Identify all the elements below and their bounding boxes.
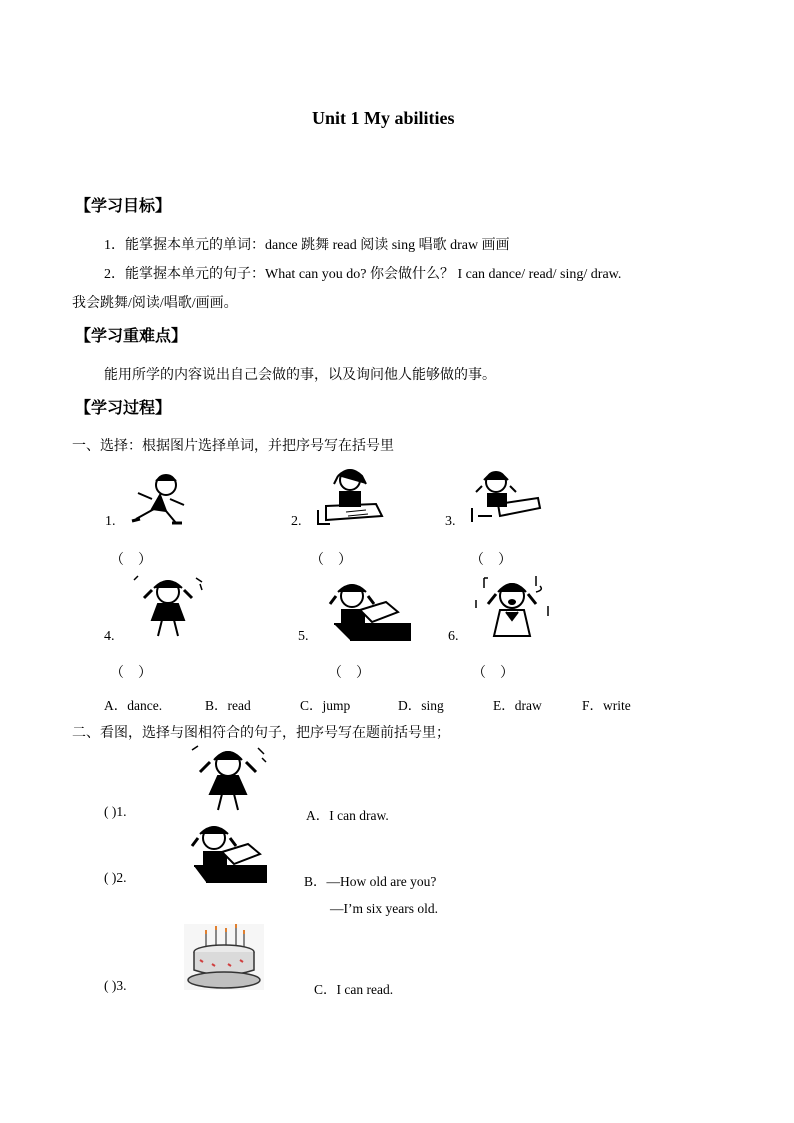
part1-item3-blank[interactable]: （ ） <box>470 553 512 568</box>
part1-item5-blank[interactable]: （ ） <box>328 666 370 681</box>
part1-item2-blank[interactable]: （ ） <box>310 553 352 568</box>
part1-option-b: B．read <box>205 698 251 713</box>
part1-option-c: C．jump <box>300 698 351 713</box>
birthday-cake-icon <box>184 924 264 990</box>
part2-answer-c: C．I can read. <box>314 982 394 997</box>
part2-instruction: 二、看图，选择与图相符合的句子，把序号写在题前括号里； <box>72 726 450 741</box>
part1-item4-number: 4. <box>104 629 115 644</box>
dancing-child-icon <box>186 744 270 812</box>
part1-option-a: A．dance. <box>104 698 163 713</box>
singing-child-icon <box>470 572 554 642</box>
objectives-heading: 【学习目标】 <box>75 198 172 215</box>
part1-option-e: E．draw <box>493 698 542 713</box>
part1-instruction: 一、选择：根据图片选择单词，并把序号写在括号里 <box>72 439 394 454</box>
part1-item5-number: 5. <box>298 629 309 644</box>
part2-answer-a: A．I can draw. <box>306 808 389 823</box>
key-points-text: 能用所学的内容说出自己会做的事，以及询问他人能够做的事。 <box>104 368 496 383</box>
jumping-child-icon <box>126 469 192 527</box>
part1-item1-number: 1. <box>105 514 116 529</box>
part2-question-2[interactable]: ( )2. <box>104 870 127 885</box>
part1-item6-blank[interactable]: （ ） <box>472 666 514 681</box>
part1-item2-number: 2. <box>291 514 302 529</box>
key-points-heading: 【学习重难点】 <box>75 328 188 345</box>
part2-answer-b-a: —I’m six years old. <box>330 901 438 916</box>
objective-2-line2: 我会跳舞/阅读/唱歌/画画。 <box>72 296 238 311</box>
part2-question-1[interactable]: ( )1. <box>104 804 127 819</box>
part1-item1-blank[interactable]: （ ） <box>110 553 152 568</box>
part1-option-f: F．write <box>582 698 631 713</box>
part2-answer-b-q: B．—How old are you? <box>304 874 437 889</box>
part2-question-3[interactable]: ( )3. <box>104 978 127 993</box>
drawing-child-icon <box>316 466 384 526</box>
part1-item3-number: 3. <box>445 514 456 529</box>
page-title: Unit 1 My abilities <box>312 108 455 128</box>
part1-option-d: D．sing <box>398 698 444 713</box>
reading-child-icon <box>326 580 412 642</box>
reading-child-icon <box>186 822 268 884</box>
process-heading: 【学习过程】 <box>75 400 172 417</box>
objective-1: 1．能掌握本单元的单词：dance 跳舞 read 阅读 sing 唱歌 draw 画画 <box>104 238 510 253</box>
writing-child-icon <box>468 468 542 524</box>
part1-item4-blank[interactable]: （ ） <box>110 666 152 681</box>
objective-2-line1: 2．能掌握本单元的句子：What can you do? 你会做什么？ I can dance/ read/ sing/ draw. <box>104 267 622 282</box>
dancing-child-icon <box>130 574 206 638</box>
part1-item6-number: 6. <box>448 629 459 644</box>
